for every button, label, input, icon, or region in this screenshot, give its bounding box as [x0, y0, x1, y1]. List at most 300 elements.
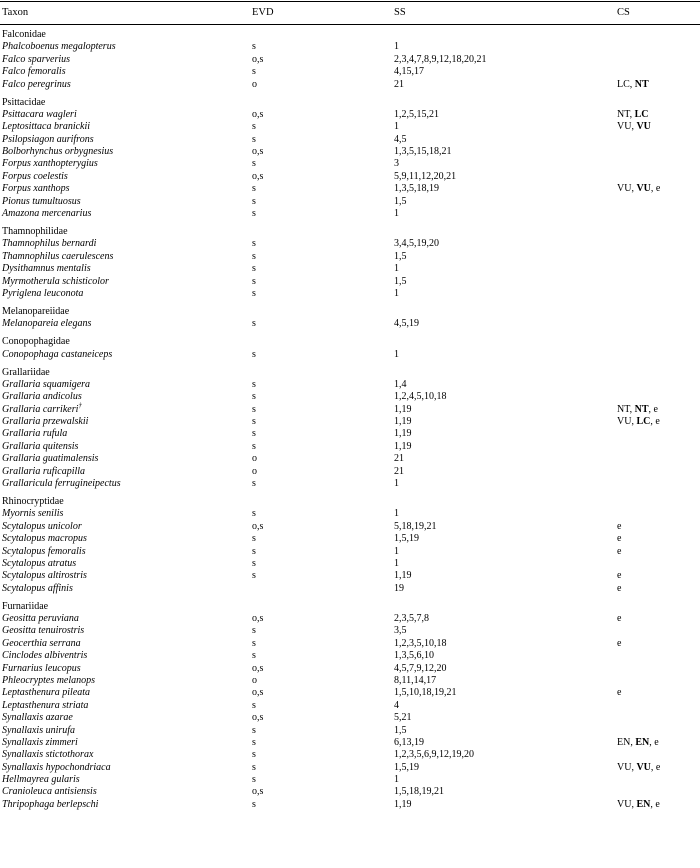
ss-cell: 1,5 [394, 195, 407, 207]
taxon-text: Hellmayrea gularis [2, 774, 80, 786]
taxon-name [2, 453, 98, 465]
cs-cell [617, 570, 621, 582]
cs-cell [617, 109, 649, 121]
taxon-name [2, 441, 78, 453]
species-row [0, 638, 700, 650]
cs-part: e [617, 637, 622, 649]
taxon-text: Falco femoralis [2, 66, 66, 78]
ss-cell: 1 [394, 774, 399, 786]
cs-cell [617, 416, 660, 428]
species-row [0, 737, 700, 749]
evd-cell: s [252, 318, 256, 330]
taxon-text: Psittacara wagleri [2, 108, 77, 120]
evd-cell: o,s [252, 687, 264, 699]
species-row [0, 318, 700, 330]
cs-part: VU, [617, 121, 637, 133]
species-row [0, 675, 700, 687]
taxon-name [2, 349, 112, 361]
taxon-name [2, 288, 83, 300]
taxon-name [2, 546, 86, 558]
taxon-name [2, 466, 85, 478]
evd-cell: s [252, 736, 256, 748]
species-row [0, 774, 700, 786]
evd-cell: s [252, 508, 256, 520]
species-row [0, 508, 700, 520]
taxon-text: Bolborhynchus orbygnesius [2, 146, 114, 158]
evd-cell: o,s [252, 108, 264, 120]
species-row [0, 158, 700, 170]
taxon-text: Leptosittaca branickii [2, 121, 91, 133]
species-row [0, 466, 700, 478]
family-row [0, 29, 700, 41]
taxon-name [2, 613, 79, 625]
taxon-text: Grallaria guatimalensis [2, 453, 99, 465]
taxon-text: Forpus coelestis [2, 170, 68, 182]
ss-cell: 1 [394, 41, 399, 53]
ss-cell: 1 [394, 545, 399, 557]
taxon-name [2, 379, 90, 391]
taxon-name [2, 109, 77, 121]
species-row [0, 533, 700, 545]
evd-cell: o,s [252, 53, 264, 65]
taxon-text: Phleocryptes melanops [2, 674, 96, 686]
species-row [0, 134, 700, 146]
species-row [0, 428, 700, 440]
taxon-name [2, 799, 98, 811]
cs-part: , e [650, 798, 660, 810]
taxon-name [2, 786, 97, 798]
species-row [0, 712, 700, 724]
evd-cell: s [252, 183, 256, 195]
cs-part: VU, [617, 761, 637, 773]
cs-part: LC, [617, 78, 635, 90]
species-row [0, 391, 700, 403]
taxon-text: Geositta tenuirostris [2, 625, 85, 637]
cs-cell [617, 533, 621, 545]
species-row [0, 687, 700, 699]
taxon-name [2, 41, 116, 53]
cs-part: EN, [617, 736, 636, 748]
ss-cell: 1,2,3,5,6,9,12,19,20 [394, 749, 474, 761]
evd-cell: o [252, 674, 257, 686]
taxon-name [2, 416, 88, 428]
family-name [2, 306, 69, 318]
ss-cell: 1,19 [394, 440, 412, 452]
taxon-name [2, 66, 66, 78]
evd-cell: o,s [252, 146, 264, 158]
cs-cell [617, 79, 649, 91]
species-row [0, 613, 700, 625]
evd-cell: s [252, 724, 256, 736]
taxon-text: Falco sparverius [2, 53, 71, 65]
ss-cell: 1,3,5,15,18,21 [394, 146, 452, 158]
taxon-text: Pionus tumultuosus [2, 195, 81, 207]
taxon-text: Psilopsiagon aurifrons [2, 133, 94, 145]
taxon-name [2, 478, 121, 490]
cs-part: e [617, 613, 622, 625]
taxon-text: Scytalopus altirostris [2, 570, 87, 582]
taxon-name [2, 725, 75, 737]
taxon-text: Melanopareia elegans [2, 318, 92, 330]
taxon-name [2, 687, 90, 699]
taxon-name [2, 318, 91, 330]
evd-cell: o,s [252, 712, 264, 724]
taxon-name [2, 183, 70, 195]
evd-cell: s [252, 403, 256, 415]
evd-cell: s [252, 749, 256, 761]
taxon-text: Grallaria andicolus [2, 391, 82, 403]
taxon-text: Scytalopus macropus [2, 533, 87, 545]
evd-cell: s [252, 378, 256, 390]
column-header-evd: EVD [252, 7, 274, 18]
cs-part: e [617, 520, 622, 532]
cs-part: NT [634, 78, 649, 90]
cs-part: e [617, 687, 622, 699]
ss-cell: 1,4 [394, 378, 407, 390]
species-row [0, 54, 700, 66]
family-row [0, 306, 700, 318]
family-name [2, 336, 70, 348]
cs-part: VU, [617, 416, 637, 428]
cs-part: e [617, 582, 622, 594]
taxon-name [2, 583, 73, 595]
taxon-text: Grallaria rufula [2, 428, 68, 440]
ss-cell: 5,9,11,12,20,21 [394, 170, 457, 182]
header-rule [0, 24, 700, 25]
species-row [0, 208, 700, 220]
taxon-name [2, 171, 68, 183]
evd-cell: s [252, 545, 256, 557]
evd-cell: s [252, 391, 256, 403]
species-row [0, 583, 700, 595]
taxon-name [2, 196, 81, 208]
species-row [0, 183, 700, 195]
evd-cell: s [252, 348, 256, 360]
ss-cell: 1,19 [394, 416, 412, 428]
species-row [0, 546, 700, 558]
taxon-text: Grallaricula ferrugineipectus [2, 478, 121, 490]
species-row [0, 349, 700, 361]
evd-cell: s [252, 625, 256, 637]
cs-part: , e [650, 416, 660, 428]
taxon-name [2, 79, 71, 91]
taxon-name [2, 276, 109, 288]
taxon-name [2, 428, 67, 440]
family-name [2, 226, 68, 238]
taxon-text: Leptasthenura striata [2, 699, 89, 711]
species-row [0, 79, 700, 91]
taxon-name [2, 749, 93, 761]
family-row [0, 496, 700, 508]
ss-cell: 3 [394, 158, 399, 170]
taxon-name [2, 391, 82, 403]
taxon-text: Conopophaga castaneiceps [2, 348, 113, 360]
taxon-text: Synallaxis unirufa [2, 724, 76, 736]
species-row [0, 146, 700, 158]
taxon-text: Conopophagidae [2, 336, 70, 348]
evd-cell: s [252, 263, 256, 275]
evd-cell: s [252, 533, 256, 545]
species-row [0, 238, 700, 250]
species-row [0, 700, 700, 712]
cs-cell [617, 687, 621, 699]
evd-cell: s [252, 121, 256, 133]
cs-part: VU [636, 761, 651, 773]
species-row [0, 558, 700, 570]
table-top-rule [0, 1, 700, 2]
species-row [0, 109, 700, 121]
cs-part: NT, [617, 403, 635, 415]
taxon-text: Geositta peruviana [2, 613, 79, 625]
cs-cell [617, 546, 621, 558]
evd-cell: s [252, 208, 256, 220]
taxon-name [2, 521, 82, 533]
evd-cell: o,s [252, 613, 264, 625]
evd-cell: s [252, 66, 256, 78]
taxon-text: Phalcoboenus megalopterus [2, 41, 116, 53]
cs-part: EN [635, 736, 650, 748]
taxon-text: Grallaria ruficapilla [2, 465, 86, 477]
taxon-text: Forpus xanthops [2, 183, 70, 195]
species-row [0, 453, 700, 465]
taxon-name [2, 737, 78, 749]
species-row [0, 625, 700, 637]
taxon-text: Grallaria przewalskii [2, 416, 89, 428]
family-name [2, 97, 45, 109]
footnote-mark: † [78, 401, 82, 410]
taxon-name [2, 263, 91, 275]
taxon-text: Amazona mercenarius [2, 208, 92, 220]
ss-cell: 19 [394, 582, 404, 594]
taxon-text: Grallaria quitensis [2, 440, 79, 452]
taxon-name [2, 700, 88, 712]
cs-part: VU, [617, 183, 637, 195]
taxon-text: Cranioleuca antisiensis [2, 786, 97, 798]
evd-cell: s [252, 195, 256, 207]
family-name [2, 601, 48, 613]
evd-cell: s [252, 133, 256, 145]
ss-cell: 21 [394, 465, 404, 477]
species-row [0, 725, 700, 737]
ss-cell: 1,2,4,5,10,18 [394, 391, 447, 403]
cs-part: , e [650, 183, 661, 195]
cs-part: e [617, 533, 622, 545]
taxon-text: Scytalopus atratus [2, 557, 77, 569]
evd-cell: s [252, 238, 256, 250]
ss-cell: 1,3,5,6,10 [394, 650, 434, 662]
taxon-text: Synallaxis zimmeri [2, 736, 78, 748]
taxon-name [2, 146, 113, 158]
taxon-text: Myornis senilis [2, 508, 64, 520]
evd-cell: o [252, 453, 257, 465]
taxon-name [2, 558, 76, 570]
evd-cell: o [252, 78, 257, 90]
species-row [0, 663, 700, 675]
family-row [0, 367, 700, 379]
ss-cell: 6,13,19 [394, 736, 424, 748]
ss-cell: 1 [394, 121, 399, 133]
cs-cell [617, 583, 621, 595]
cs-part: e [617, 570, 622, 582]
taxon-text: Scytalopus unicolor [2, 520, 82, 532]
ss-cell: 1,5,19 [394, 761, 419, 773]
taxon-text: Grallariidae [2, 366, 50, 378]
taxon-name [2, 508, 63, 520]
ss-cell: 8,11,14,17 [394, 674, 437, 686]
family-name [2, 496, 64, 508]
ss-cell: 1,5,10,18,19,21 [394, 687, 457, 699]
taxon-name [2, 638, 81, 650]
taxon-text: Rhinocryptidae [2, 495, 64, 507]
taxon-text: Thamnophilus bernardi [2, 238, 97, 250]
ss-cell: 1,19 [394, 428, 412, 440]
taxon-text: Synallaxis azarae [2, 712, 73, 724]
cs-part: LC [636, 416, 651, 428]
taxon-name [2, 774, 80, 786]
evd-cell: s [252, 158, 256, 170]
ss-cell: 21 [394, 78, 404, 90]
cs-part: VU, [617, 798, 637, 810]
cs-cell [617, 404, 658, 416]
cs-cell [617, 121, 651, 133]
ss-cell: 5,18,19,21 [394, 520, 437, 532]
ss-cell: 1,5 [394, 275, 407, 287]
species-row [0, 251, 700, 263]
ss-cell: 1 [394, 208, 399, 220]
evd-cell: s [252, 41, 256, 53]
cs-part: LC [634, 108, 649, 120]
evd-cell: s [252, 798, 256, 810]
family-name [2, 367, 50, 379]
taxon-text: Cinclodes albiventris [2, 650, 88, 662]
taxon-name [2, 134, 94, 146]
taxon-name [2, 663, 81, 675]
evd-cell: s [252, 440, 256, 452]
taxon-text: Furnarius leucopus [2, 662, 81, 674]
family-row [0, 97, 700, 109]
ss-cell: 1,19 [394, 570, 412, 582]
cs-part: NT [634, 403, 649, 415]
cs-part: , e [648, 403, 658, 415]
taxon-name [2, 208, 91, 220]
ss-cell: 1,2,5,15,21 [394, 108, 439, 120]
evd-cell: s [252, 774, 256, 786]
cs-cell [617, 183, 660, 195]
ss-cell: 3,5 [394, 625, 407, 637]
evd-cell: o [252, 465, 257, 477]
column-header-cs: CS [617, 7, 630, 18]
ss-cell: 1,5,18,19,21 [394, 786, 444, 798]
taxon-name [2, 121, 90, 133]
taxon-text: Furnariidae [2, 600, 49, 612]
cs-part: , e [649, 736, 659, 748]
cs-part: e [617, 545, 622, 557]
cs-cell [617, 737, 659, 749]
family-name [2, 29, 46, 41]
taxon-text: Thamnophilus caerulescens [2, 250, 114, 262]
ss-cell: 4,15,17 [394, 66, 424, 78]
family-row [0, 601, 700, 613]
species-row [0, 379, 700, 391]
taxon-name [2, 158, 98, 170]
species-row [0, 196, 700, 208]
species-row [0, 650, 700, 662]
ss-cell: 5,21 [394, 712, 412, 724]
taxon-text: Psittacidae [2, 96, 46, 108]
column-header-ss: SS [394, 7, 406, 18]
species-row [0, 121, 700, 133]
species-row [0, 288, 700, 300]
taxon-text: Scytalopus femoralis [2, 545, 86, 557]
ss-cell: 1,19 [394, 798, 412, 810]
ss-cell: 1 [394, 557, 399, 569]
cs-part: EN [636, 798, 651, 810]
ss-cell: 1 [394, 348, 399, 360]
taxon-text: Scytalopus affinis [2, 582, 73, 594]
taxon-text: Leptasthenura pileata [2, 687, 91, 699]
ss-cell: 2,3,4,7,8,9,12,18,20,21 [394, 53, 487, 65]
ss-cell: 1 [394, 263, 399, 275]
evd-cell: s [252, 570, 256, 582]
taxon-text: Thripophaga berlepschi [2, 798, 99, 810]
species-row [0, 276, 700, 288]
species-row [0, 478, 700, 490]
column-header-taxon: Taxon [2, 7, 29, 18]
species-row [0, 41, 700, 53]
taxon-name [2, 54, 70, 66]
evd-cell: s [252, 416, 256, 428]
ss-cell: 1 [394, 508, 399, 520]
cs-cell [617, 799, 660, 811]
ss-cell: 1,5 [394, 250, 407, 262]
taxon-name [2, 251, 113, 263]
taxon-name [2, 401, 82, 416]
ss-cell: 4,5 [394, 133, 407, 145]
cs-cell [617, 521, 621, 533]
family-row [0, 226, 700, 238]
ss-cell: 1 [394, 287, 399, 299]
species-row [0, 171, 700, 183]
evd-cell: o,s [252, 170, 264, 182]
cs-part: VU [636, 121, 651, 133]
species-row [0, 263, 700, 275]
species-row [0, 799, 700, 811]
evd-cell: s [252, 761, 256, 773]
evd-cell: o,s [252, 786, 264, 798]
evd-cell: s [252, 287, 256, 299]
evd-cell: s [252, 637, 256, 649]
ss-cell: 4,5,7,9,12,20 [394, 662, 447, 674]
ss-cell: 4,5,19 [394, 318, 419, 330]
cs-part: , e [650, 761, 661, 773]
taxon-text: Grallaria carrikeri [2, 403, 79, 415]
cs-cell [617, 638, 621, 650]
taxon-text: Thamnophilidae [2, 225, 68, 237]
taxon-name [2, 712, 73, 724]
taxon-text: Grallaria squamigera [2, 378, 91, 390]
taxon-name [2, 650, 87, 662]
species-row [0, 66, 700, 78]
evd-cell: s [252, 428, 256, 440]
ss-cell: 1,2,3,5,10,18 [394, 637, 447, 649]
cs-cell [617, 762, 660, 774]
species-row [0, 401, 700, 416]
evd-cell: s [252, 650, 256, 662]
ss-cell: 1 [394, 478, 399, 490]
taxon-text: Forpus xanthopterygius [2, 158, 98, 170]
taxon-text: Synallaxis stictothorax [2, 749, 94, 761]
cs-part: VU [636, 183, 651, 195]
